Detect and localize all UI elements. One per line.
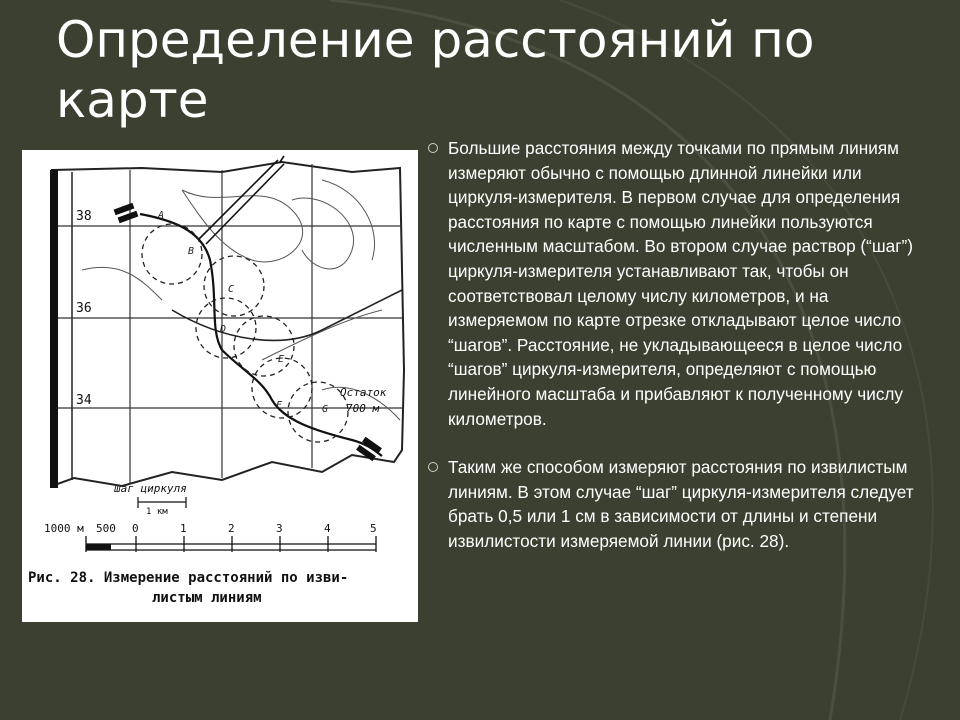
grid-label-36: 36 bbox=[76, 301, 92, 316]
grid-label-38: 38 bbox=[76, 209, 92, 224]
map-figure bbox=[22, 150, 418, 622]
map-illustration bbox=[22, 150, 418, 622]
scale-label-1: 1 bbox=[180, 522, 187, 535]
step-unit: 1 км bbox=[146, 507, 168, 517]
point-label-a: A bbox=[158, 210, 165, 221]
point-label-d: D bbox=[220, 324, 227, 335]
slide-title: Определение расстояний по карте bbox=[56, 11, 815, 129]
grid-label-34: 34 bbox=[76, 393, 92, 408]
point-label-e: E bbox=[278, 354, 285, 365]
step-label: шаг циркуля bbox=[114, 482, 187, 495]
scale-label-1000: 1000 м bbox=[44, 522, 84, 535]
remainder-label: Остаток bbox=[340, 386, 387, 399]
scale-label-3: 3 bbox=[276, 522, 283, 535]
bullet-paragraph-1 bbox=[424, 136, 924, 431]
body-text bbox=[424, 136, 924, 554]
point-label-c: C bbox=[228, 284, 235, 295]
scale-label-0: 0 bbox=[132, 522, 139, 535]
scale-label-2: 2 bbox=[228, 522, 235, 535]
point-label-b: B bbox=[188, 246, 195, 257]
paragraph-text: Большие расстояния между точками по прямым линиям измеряют обычно с помощью длинной линейки или циркуля-измерителя. В первом случае для определения расстояния по карте с помощью линейки пользуются численным масштабом. Во втором случае раствор (“шаг”) циркуля-измерителя устанавливают так, чтобы он соответствовал целому числу километров, и на измеряемом по карте отрезке откладывают целое число “шагов”. Расстояние, не укладывающееся в целое число “шагов” циркуля-измерителя, определяют с помощью линейного масштаба и прибавляют к полученному числу километров. bbox=[448, 138, 913, 429]
figure-caption-line2: листым линиям bbox=[152, 590, 262, 606]
scale-label-500: 500 bbox=[96, 522, 116, 535]
scale-label-4: 4 bbox=[324, 522, 331, 535]
paragraph-text: Таким же способом измеряют расстояния по извилистым линиям. В этом случае “шаг” циркуля-измерителя следует брать 0,5 или 1 см в зависимости от длины и степени извилистости измеряемой линии (рис. 28). bbox=[448, 457, 914, 551]
remainder-value: 700 м bbox=[346, 402, 380, 415]
point-label-g: G bbox=[322, 404, 329, 415]
scale-label-5: 5 bbox=[370, 522, 377, 535]
bullet-circle-icon bbox=[428, 462, 438, 472]
bullet-circle-icon bbox=[428, 143, 438, 153]
figure-caption-line1: Рис. 28. Измерение расстояний по изви- bbox=[28, 570, 349, 586]
bullet-paragraph-2 bbox=[424, 455, 924, 553]
point-label-f: F bbox=[276, 400, 283, 411]
